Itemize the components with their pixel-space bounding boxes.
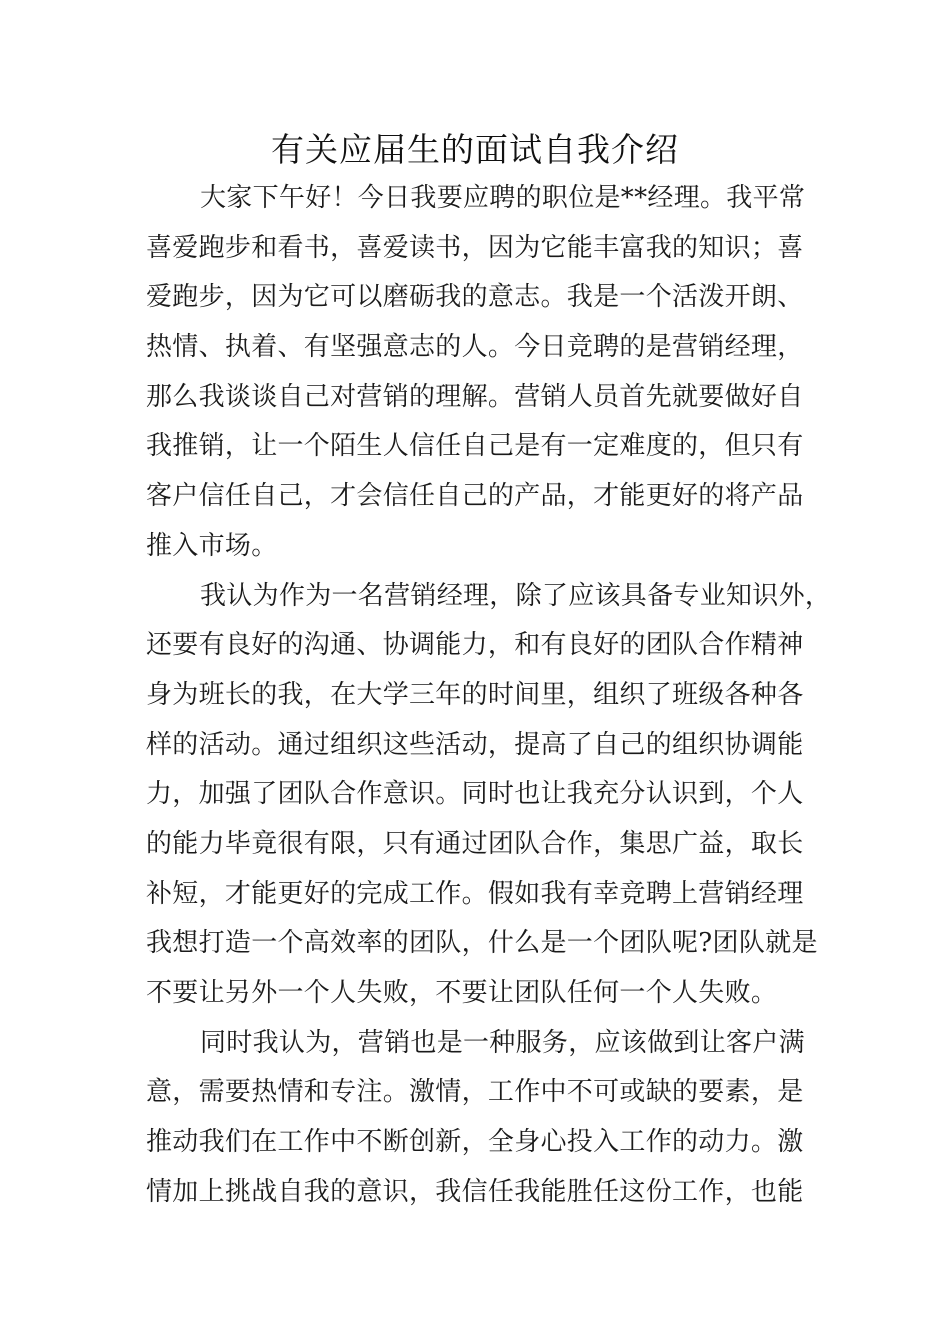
text-line: 大家下午好！今日我要应聘的职位是**经理。我平常 <box>200 183 806 213</box>
text-line: 样的活动。通过组织这些活动，提高了自己的组织协调能 <box>146 729 804 760</box>
text-line: 不要让另外一个人失败，不要让团队任何一个人失败。 <box>146 978 778 1008</box>
text-line: 我认为作为一名营销经理，除了应该具备专业知识外， <box>200 580 832 611</box>
text-line: 力，加强了团队合作意识。同时也让我充分认识到，个人 <box>146 779 804 810</box>
document-title: 有关应届生的面试自我介绍 <box>271 130 679 169</box>
text-line: 情加上挑战自我的意识，我信任我能胜任这份工作，也能 <box>146 1176 804 1207</box>
text-line: 身为班长的我，在大学三年的时间里，组织了班级各种各 <box>146 679 804 710</box>
document-body <box>146 174 832 1217</box>
paragraph-3 <box>146 1019 806 1218</box>
text-line: 爱跑步，因为它可以磨砺我的意志。我是一个活泼开朗、 <box>146 282 804 313</box>
paragraph-2 <box>146 572 832 1019</box>
paragraph-1 <box>146 174 806 572</box>
text-line: 的能力毕竟很有限，只有通过团队合作，集思广益，取长 <box>146 828 804 859</box>
text-line: 意，需要热情和专注。激情，工作中不可或缺的要素，是 <box>146 1077 804 1108</box>
text-line: 还要有良好的沟通、协调能力，和有良好的团队合作精神 <box>146 630 804 661</box>
text-line: 客户信任自己，才会信任自己的产品，才能更好的将产品 <box>146 481 804 512</box>
text-line: 我推销，让一个陌生人信任自己是有一定难度的，但只有 <box>146 431 804 462</box>
text-line: 那么我谈谈自己对营销的理解。营销人员首先就要做好自 <box>146 381 804 412</box>
text-line: 我想打造一个高效率的团队，什么是一个团队呢?团队就是 <box>146 928 818 959</box>
text-line: 补短，才能更好的完成工作。假如我有幸竞聘上营销经理 <box>146 878 804 909</box>
text-line: 推入市场。 <box>146 530 278 561</box>
text-line: 推动我们在工作中不断创新，全身心投入工作的动力。激 <box>146 1127 804 1158</box>
text-line: 热情、执着、有坚强意志的人。今日竞聘的是营销经理， <box>146 332 804 363</box>
text-line: 同时我认为，营销也是一种服务，应该做到让客户满 <box>200 1027 805 1058</box>
text-line: 喜爱跑步和看书，喜爱读书，因为它能丰富我的知识；喜 <box>146 232 804 263</box>
